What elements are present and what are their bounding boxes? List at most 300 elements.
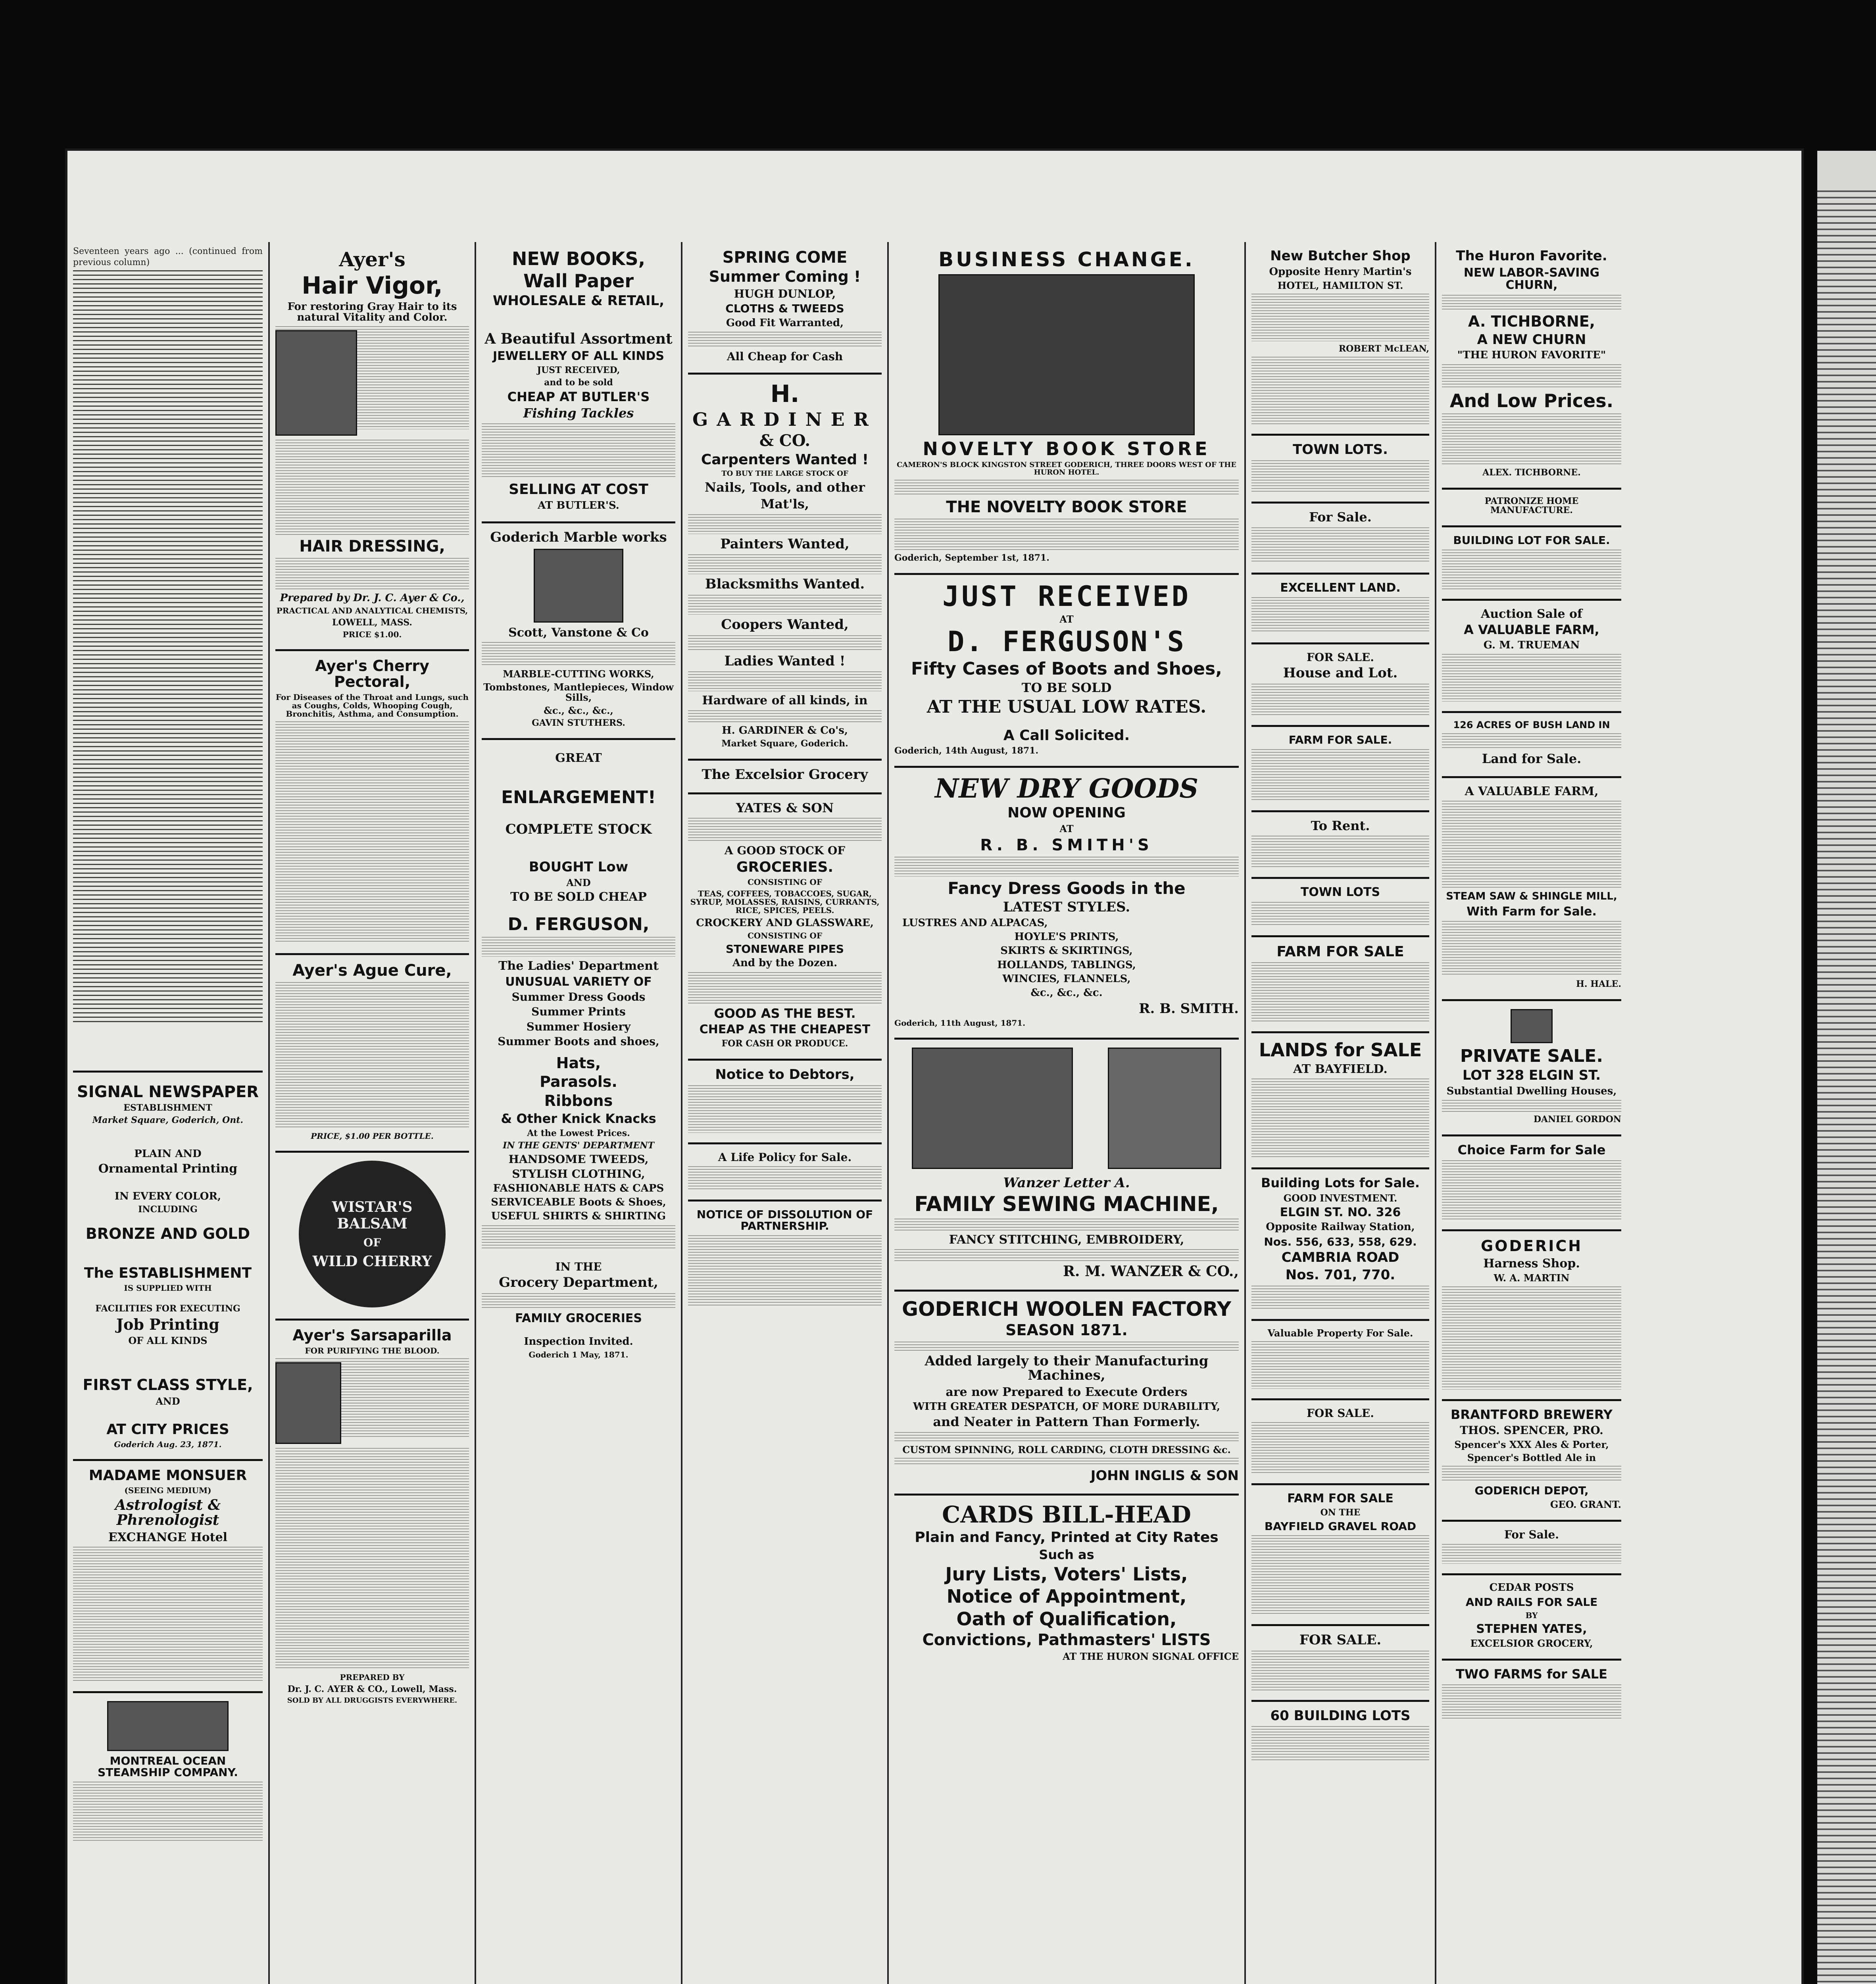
wanzer-ad [894,1040,1239,1292]
now-opening: NOW OPENING [1007,805,1126,821]
at-bayfield: AT BAYFIELD. [1293,1062,1388,1076]
h-hale: H. HALE. [1576,979,1621,989]
practical-chemists: PRACTICAL AND ANALYTICAL CHEMISTS, [276,606,468,616]
market-square: Market Square, Goderich. [721,738,848,749]
harness-shop: Harness Shop. [1483,1256,1580,1271]
daniel-gordon: DANIEL GORDON [1533,1114,1621,1125]
just-received: JUST RECEIVED, [537,365,620,375]
harness-ad [1442,1231,1621,1401]
dissolution-notice: NOTICE OF DISSOLUTION OF PARTNERSHIP. [696,1207,873,1233]
useful-shirts: USEFUL SHIRTS & SHIRTING [491,1210,666,1223]
choice-farm: Choice Farm for Sale [1457,1142,1606,1158]
newspaper-page [67,151,1801,1984]
good-as-best: GOOD AS THE BEST. [714,1005,856,1021]
hair-vigor-ad [275,242,469,651]
hoyle-prints: HOYLE'S PRINTS, [1014,931,1119,943]
ferguson-date-2: Goderich, 14th August, 1871. [894,745,1039,756]
bought-low: BOUGHT Low [529,859,629,875]
for-sale-ad-3 [1251,1400,1429,1485]
dunlop-ad [688,242,882,375]
summer-prints: Summer Prints [531,1005,626,1019]
prepared-by-2: PREPARED BY [340,1673,405,1682]
for-sale-4: FOR SALE. [1299,1632,1382,1648]
bronze-text: BRONZE AND GOLD [85,1225,250,1243]
materials: Mat'ls, [760,496,809,511]
summer-dress: Summer Dress Goods [511,990,646,1004]
marble-cutting: MARBLE-CUTTING WORKS, [503,668,654,680]
grocery-dept: Grocery Department, [499,1275,658,1291]
cards-bill-head: CARDS BILL-HEAD [942,1501,1191,1528]
ribbons-text: Ribbons [544,1092,613,1110]
inspection-invited: Inspection Invited. [524,1336,633,1348]
gavin-stuthers: GAVIN STUTHERS. [532,717,625,728]
book-illustration [938,274,1195,435]
just-received-title: JUST RECEIVED [942,580,1191,613]
spring-come: SPRING COME [722,248,848,267]
plain-text: PLAIN AND [134,1148,202,1160]
stoneware-pipes: STONEWARE PIPES [725,942,844,955]
gravel-road-ad [1251,1485,1429,1626]
beautiful-assortment: A Beautiful Assortment [484,331,673,348]
house-lot-ad [1251,644,1429,727]
new-butcher: New Butcher Shop [1270,248,1411,264]
geo-grant: GEO. GRANT. [1550,1499,1621,1511]
cedar-posts: CEDAR POSTS [1489,1581,1574,1594]
valuable-property-ad [1251,1321,1429,1400]
robert-mclean: ROBERT McLEAN, [1338,344,1429,354]
yates-son: YATES & SON [736,800,834,815]
complete-stock: COMPLETE STOCK [505,821,652,837]
dwelling-houses: Substantial Dwelling Houses, [1446,1085,1617,1097]
new-books-title: NEW BOOKS, [511,248,646,269]
novelty-store-2: THE NOVELTY BOOK STORE [946,498,1187,516]
for-sale-ad-4 [1251,1626,1429,1702]
cash-produce: FOR CASH OR PRODUCE. [721,1038,848,1049]
mill-ad [1442,778,1621,1001]
for-sale-ad-1 [1251,504,1429,575]
woolen-factory-ad [894,1292,1239,1496]
coopers-wanted: Coopers Wanted, [721,616,849,632]
prepared-by: Prepared by Dr. J. C. Ayer & Co., [280,592,465,604]
novelty-sub: CAMERON'S BLOCK KINGSTON STREET GODERICH, THREE DOORS WEST OF THE HURON HOTEL. [896,460,1237,477]
hugh-dunlop: HUGH DUNLOP, [734,287,836,300]
etc-5: &c., &c., &c. [1030,987,1103,999]
sarsaparilla-ad [275,1321,469,1715]
adjacent-page-edge [1817,151,1876,1984]
great-text: GREAT [555,751,602,765]
teas-list: TEAS, COFFEES, TOBACCOES, SUGAR, SYRUP, MOLASSES, RAISINS, CURRANTS, RICE, SPICES, PEELS. [690,888,880,915]
column-3 [476,242,682,1984]
fancy-dress: Fancy Dress Goods in the [948,879,1186,898]
valuable-farm-1: A VALUABLE FARM, [1464,622,1599,638]
bush-land: 126 ACRES OF BUSH LAND IN [1453,719,1610,731]
ornamental-text: Ornamental Printing [98,1162,238,1176]
madame-ad [73,1461,263,1693]
establishment-text: The ESTABLISHMENT [84,1265,252,1282]
fancy-stitching: FANCY STITCHING, EMBROIDERY, [949,1232,1184,1247]
buy-stock: TO BUY THE LARGE STOCK OF [721,469,848,478]
for-sale-7: For Sale. [1504,1528,1559,1542]
wanzer-letter: Wanzer Letter A. [1003,1175,1130,1191]
supplied-text: IS SUPPLIED WITH [124,1283,212,1293]
pectoral-title: Ayer's Cherry Pectoral, [315,657,429,691]
lot-328: LOT 328 ELGIN ST. [1462,1067,1601,1084]
to-be-sold-cheap: TO BE SOLD CHEAP [510,890,647,904]
fashionable-hats: FASHIONABLE HATS & CAPS [493,1182,664,1194]
huron-favorite: The Huron Favorite. [1456,248,1607,264]
and-text: AND [156,1396,180,1407]
goderich-depot: GODERICH DEPOT, [1474,1484,1589,1497]
ague-cure-ad [275,955,469,1153]
farm-for-sale-2: FARM FOR SALE [1276,943,1404,960]
wall-paper-title: Wall Paper [523,270,634,292]
wistar-bottom: WILD CHERRY [312,1253,432,1270]
column-6 [1246,242,1436,1984]
elgin-st: ELGIN ST. NO. 326 [1280,1205,1401,1219]
madame-title: MADAME MONSUER [88,1467,247,1484]
ferguson-name-2: D. FERGUSON'S [948,625,1186,658]
ayers-title: Ayer's [339,248,406,271]
story-text [73,242,263,1073]
handsome-tweeds: HANDSOME TWEEDS, [508,1153,649,1166]
woolen-factory-title: GODERICH WOOLEN FACTORY [901,1297,1232,1321]
steamship-illustration [107,1701,229,1751]
jewellery-text: JEWELLERY OF ALL KINDS [493,349,664,363]
enlargement-text: ENLARGEMENT! [501,787,656,807]
wistar-top: WISTAR'S BALSAM [332,1198,413,1232]
apparatus-illustration [275,1362,341,1444]
hair-vigor-sub: For restoring Gray Hair to its natural Vitality and Color. [287,300,457,323]
knick-knacks: & Other Knick Knacks [501,1111,656,1127]
fishing-tackles: Fishing Tackles [523,406,634,421]
business-change-ad [894,242,1239,575]
exchange-hotel: EXCHANGE Hotel [108,1530,228,1544]
hair-vigor-title: Hair Vigor, [302,271,443,300]
life-policy-ad [688,1144,882,1202]
signal-est: ESTABLISHMENT [123,1103,212,1113]
sarsaparilla-title: Ayer's Sarsaparilla [292,1327,452,1344]
gardiner-h: H. [770,380,800,408]
wistar-seal [299,1161,446,1307]
nails-tools: Nails, Tools, and other [705,480,865,495]
ladies-wanted: Ladies Wanted ! [724,653,846,669]
wa-martin: W. A. MARTIN [1493,1272,1570,1284]
for-sale-3: FOR SALE. [1306,1406,1374,1420]
convictions: Convictions, Pathmasters' LISTS [922,1631,1211,1649]
seeing-medium: (SEEING MEDIUM) [124,1485,211,1495]
to-be-sold: and to be sold [544,377,613,388]
good-stock: A GOOD STOCK OF [724,844,846,857]
factory-illustration [912,1048,1073,1169]
bottled-ale: Spencer's Bottled Ale in [1467,1451,1596,1463]
price-one: PRICE $1.00. [342,630,402,640]
lustres: LUSTRES AND ALPACAS, [902,917,1048,929]
at-text-2: AT [1059,823,1074,834]
smith-ad [894,768,1239,1040]
sixty-lots-ad [1251,1702,1429,1772]
for-sale-2: FOR SALE. [1306,651,1374,664]
gardiner-cos: H. GARDINER & Co's, [722,724,848,736]
cheap-butlers: CHEAP AT BUTLER'S [507,389,650,404]
signal-title: SIGNAL NEWSPAPER [77,1083,259,1101]
choice-farm-ad [1442,1136,1621,1231]
excellent-land-ad [1251,575,1429,645]
jury-lists: Jury Lists, Voters' Lists, [945,1563,1188,1585]
steamship-ad [73,1693,263,1851]
excellent-land: EXCELLENT LAND. [1280,581,1401,595]
gardiner-ad [688,375,882,761]
custom-spinning: CUSTOM SPINNING, ROLL CARDING, CLOTH DRESSING &c. [902,1444,1231,1455]
summer-hosiery: Summer Hosiery [526,1020,631,1033]
to-rent-ad [1251,812,1429,879]
cherry-pectoral-ad [275,651,469,955]
stephen-yates: STEPHEN YATES, [1476,1622,1587,1636]
on-the: ON THE [1320,1507,1361,1518]
and-text-3: AND [566,877,591,889]
huron-favorite-2: "THE HURON FAVORITE" [1457,349,1606,361]
all-kinds-text: OF ALL KINDS [128,1335,208,1347]
opposite-martin: Opposite Henry Martin's [1269,265,1412,278]
private-sale: PRIVATE SALE. [1460,1046,1603,1067]
facilities-text: FACILITIES FOR EXECUTING [95,1303,240,1314]
signal-address: Market Square, Goderich, Ont. [92,1115,244,1126]
brewery-ad [1442,1401,1621,1522]
opposite-railway: Opposite Railway Station, [1266,1221,1415,1233]
patronize: PATRONIZE HOME MANUFACTURE. [1484,496,1579,516]
good-fit: Good Fit Warranted, [726,317,844,329]
patronize-ad [1442,490,1621,527]
sarsaparilla-sub: FOR PURIFYING THE BLOOD. [305,1346,440,1356]
price-two: PRICE, $1.00 PER BOTTLE. [311,1131,434,1141]
at-text: AT [1059,613,1074,625]
auction-ad [1442,601,1621,713]
farm-sale-ad-1 [1251,727,1429,812]
excelsior-grocery: The Excelsior Grocery [702,767,868,783]
building-lot: BUILDING LOT FOR SALE. [1453,534,1610,547]
scott-vanstone: Scott, Vanstone & Co [508,625,649,640]
building-lots: Building Lots for Sale. [1261,1175,1420,1191]
bush-land-ad [1442,713,1621,778]
ferguson-date: Goderich 1 May, 1871. [529,1350,629,1359]
cloths-tweeds: CLOTHS & TWEEDS [725,302,844,315]
novelty-date: Goderich, September 1st, 1871. [894,552,1049,563]
etc-text: &c., &c., &c., [544,704,613,716]
auction-sale: Auction Sale of [1481,607,1582,621]
dissolution-ad [688,1202,882,1316]
by-text: BY [1525,1610,1538,1620]
valuable-property: Valuable Property For Sale. [1267,1327,1413,1339]
goderich-harness: GODERICH [1480,1237,1583,1255]
gardiner-co: & CO. [759,431,811,450]
farm-for-sale-1: FARM FOR SALE. [1288,733,1392,747]
good-investment: GOOD INVESTMENT. [1283,1192,1397,1204]
john-inglis: JOHN INGLIS & SON [1090,1468,1239,1484]
tombstones: Tombstones, Mantlepieces, Window Sills, [483,681,674,703]
including-text: INCLUDING [138,1204,198,1215]
parasols-text: Parasols. [540,1073,617,1091]
town-lots-ad-2 [1251,879,1429,937]
for-sale-ad-7 [1442,1522,1621,1575]
butcher-ad [1251,242,1429,436]
lot-numbers-1: Nos. 556, 633, 558, 629. [1264,1235,1417,1248]
hollands: HOLLANDS, TABLINGS, [997,959,1136,971]
wistar-of: OF [363,1236,381,1249]
smith-date: Goderich, 11th August, 1871. [894,1018,1026,1028]
thos-spencer: THOS. SPENCER, PRO. [1460,1424,1603,1437]
alex-tichborne: ALEX. TICHBORNE. [1482,467,1581,478]
lot-numbers-2: Nos. 701, 770. [1285,1267,1395,1283]
tichborne: A. TICHBORNE, [1468,312,1595,330]
for-sale-1: For Sale. [1309,509,1372,525]
sewing-machine-illustration [1108,1048,1221,1169]
carpenters-wanted: Carpenters Wanted ! [701,451,869,468]
wanzer-company: R. M. WANZER & CO., [1063,1263,1239,1280]
summer-boots: Summer Boots and shoes, [498,1035,659,1048]
column-5 [889,242,1246,1984]
brantford-brewery: BRANTFORD BREWERY [1451,1407,1613,1422]
ayer-company: Dr. J. C. AYER & CO., Lowell, Mass. [287,1684,457,1695]
farm-sale-ad-2 [1251,937,1429,1034]
low-prices: And Low Prices. [1449,390,1614,411]
painters-wanted: Painters Wanted, [720,536,850,552]
marble-illustration [534,549,623,623]
bayfield-gravel: BAYFIELD GRAVEL ROAD [1264,1519,1417,1533]
hotel-hamilton: HOTEL, HAMILTON ST. [1277,279,1403,291]
wincies: WINCIES, FLANNELS, [1002,973,1131,985]
excelsior-grocery-7: EXCELSIOR GROCERY, [1470,1638,1593,1649]
with-farm: With Farm for Sale. [1467,904,1597,919]
land-for-sale: Land for Sale. [1482,751,1582,767]
two-farms: TWO FARMS for SALE [1456,1667,1607,1682]
such-as: Such as [1039,1547,1094,1562]
signal-ad [73,1073,263,1461]
wistar-balsam-ad [275,1153,469,1321]
novelty-book-store: NOVELTY BOOK STORE [923,438,1211,459]
rb-smiths: R. B. SMITH'S [980,836,1153,854]
lowest-prices: At the Lowest Prices. [527,1128,630,1138]
private-sale-ad [1442,1001,1621,1136]
astrologist-text: Astrologist & Phrenologist [115,1496,221,1528]
yates-ad [688,794,882,1061]
skirts: SKIRTS & SKIRTINGS, [1000,945,1133,957]
butler-ad [482,242,675,523]
rb-smith-sign: R. B. SMITH. [1139,1000,1239,1017]
family-sewing: FAMILY SEWING MACHINE, [914,1192,1219,1216]
steam-saw: STEAM SAW & SHINGLE MILL, [1446,890,1617,903]
ladies-department: The Ladies' Department [498,959,659,973]
marble-works-title: Goderich Marble works [490,529,667,546]
new-churn: A NEW CHURN [1477,331,1586,348]
consisting-of: CONSISTING OF [747,877,823,887]
summer-coming: Summer Coming ! [709,268,861,285]
bayfield-lands-ad [1251,1033,1429,1169]
pectoral-sub: For Diseases of the Throat and Lungs, such as Coughs, Colds, Whooping Cough, Bronchitis, Asthma, and Consumption. [275,692,469,719]
ferguson-name: D. FERGUSON, [507,914,650,934]
colors-text: IN EVERY COLOR, [114,1190,221,1202]
city-prices-text: AT CITY PRICES [106,1421,229,1438]
spencer-ales: Spencer's XXX Ales & Porter, [1454,1438,1609,1450]
two-farms-ad [1442,1661,1621,1730]
added-machines: Added largely to their Manufacturing Machines, [925,1353,1209,1383]
trueman: G. M. TRUEMAN [1483,639,1580,651]
valuable-farm-2: A VALUABLE FARM, [1465,784,1599,798]
season-1871: SEASON 1871. [1005,1321,1128,1339]
cheap-as-cheapest: CHEAP AS THE CHEAPEST [699,1023,871,1037]
selling-cost: SELLING AT COST [509,481,648,498]
cambria-road: CAMBRIA ROAD [1281,1250,1399,1266]
body-text: Seventeen years ago ... (continued from previous column) [73,246,263,267]
cedar-posts-ad [1442,1575,1621,1661]
farm-for-sale-3: FARM FOR SALE [1287,1492,1394,1506]
usual-low-rates: AT THE USUAL LOW RATES. [926,696,1207,717]
in-the: IN THE [555,1260,602,1273]
business-change-title: BUSINESS CHANGE. [938,248,1195,271]
neater-pattern: and Neater in Pattern Than Formerly. [933,1414,1200,1430]
hair-dressing-title: HAIR DRESSING, [299,537,445,556]
debtors-ad [688,1061,882,1144]
new-dry-goods: NEW DRY GOODS [934,773,1199,804]
column-4 [682,242,889,1984]
signal-date: Goderich Aug. 23, 1871. [114,1440,222,1450]
family-groceries: FAMILY GROCERIES [515,1311,642,1325]
house-illustration [1511,1009,1553,1043]
notice-debtors: Notice to Debtors, [715,1066,855,1082]
consisting-of-2: CONSISTING OF [747,930,823,940]
lowell-mass: LOWELL, MASS. [332,617,412,628]
ferguson-ad [482,740,675,1369]
steamship-title: MONTREAL OCEAN STEAMSHIP COMPANY. [98,1754,238,1779]
building-lots-ad [1251,1169,1429,1321]
new-labor-saving: NEW LABOR-SAVING CHURN, [1463,265,1600,292]
marble-works-ad [482,523,675,740]
town-lots-ad [1251,436,1429,504]
hardware-kinds: Hardware of all kinds, in [702,694,868,708]
building-lot-ad [1442,527,1621,600]
oath-qualification: Oath of Qualification, [956,1608,1177,1630]
notice-appointment: Notice of Appointment, [946,1586,1187,1607]
blacksmiths-wanted: Blacksmiths Wanted. [705,576,865,592]
crockery-glassware: CROCKERY AND GLASSWARE, [696,917,874,929]
greater-despatch: WITH GREATER DESPATCH, OF MORE DURABILITY, [913,1401,1221,1413]
ferguson-boots-ad [894,575,1239,768]
call-solicited: A Call Solicited. [1003,727,1130,744]
sixty-building-lots: 60 BUILDING LOTS [1270,1707,1411,1724]
column-2 [270,242,476,1984]
hats-text: Hats, [556,1054,601,1072]
stylish-clothing: STYLISH CLOTHING, [512,1167,645,1181]
to-be-sold-5: TO BE SOLD [1021,680,1112,696]
job-printing-text: Job Printing [116,1315,219,1334]
at-butlers: AT BUTLER'S. [538,499,619,511]
plain-fancy: Plain and Fancy, Printed at City Rates [915,1529,1219,1546]
lands-for-sale: LANDS for SALE [1259,1039,1422,1061]
cards-ad [894,1496,1239,1672]
sold-druggists: SOLD BY ALL DRUGGISTS EVERYWHERE. [287,1696,457,1705]
woman-portrait-illustration [275,330,357,436]
house-and-lot: House and Lot. [1283,665,1398,681]
huron-favorite-ad [1442,242,1621,490]
town-lots: TOWN LOTS. [1293,442,1388,458]
prepared-orders: are now Prepared to Execute Orders [946,1385,1188,1399]
wholesale-title: WHOLESALE & RETAIL, [492,292,665,309]
life-policy: A Life Policy for Sale. [718,1150,852,1164]
column-7 [1436,242,1627,1984]
by-the-dozen: And by the Dozen. [732,957,838,969]
latest-styles: LATEST STYLES. [1003,899,1130,915]
first-class-text: FIRST CLASS STYLE, [83,1376,253,1394]
serviceable-boots: SERVICEABLE Boots & Shoes, [491,1196,666,1209]
excelsior-ad [688,761,882,794]
